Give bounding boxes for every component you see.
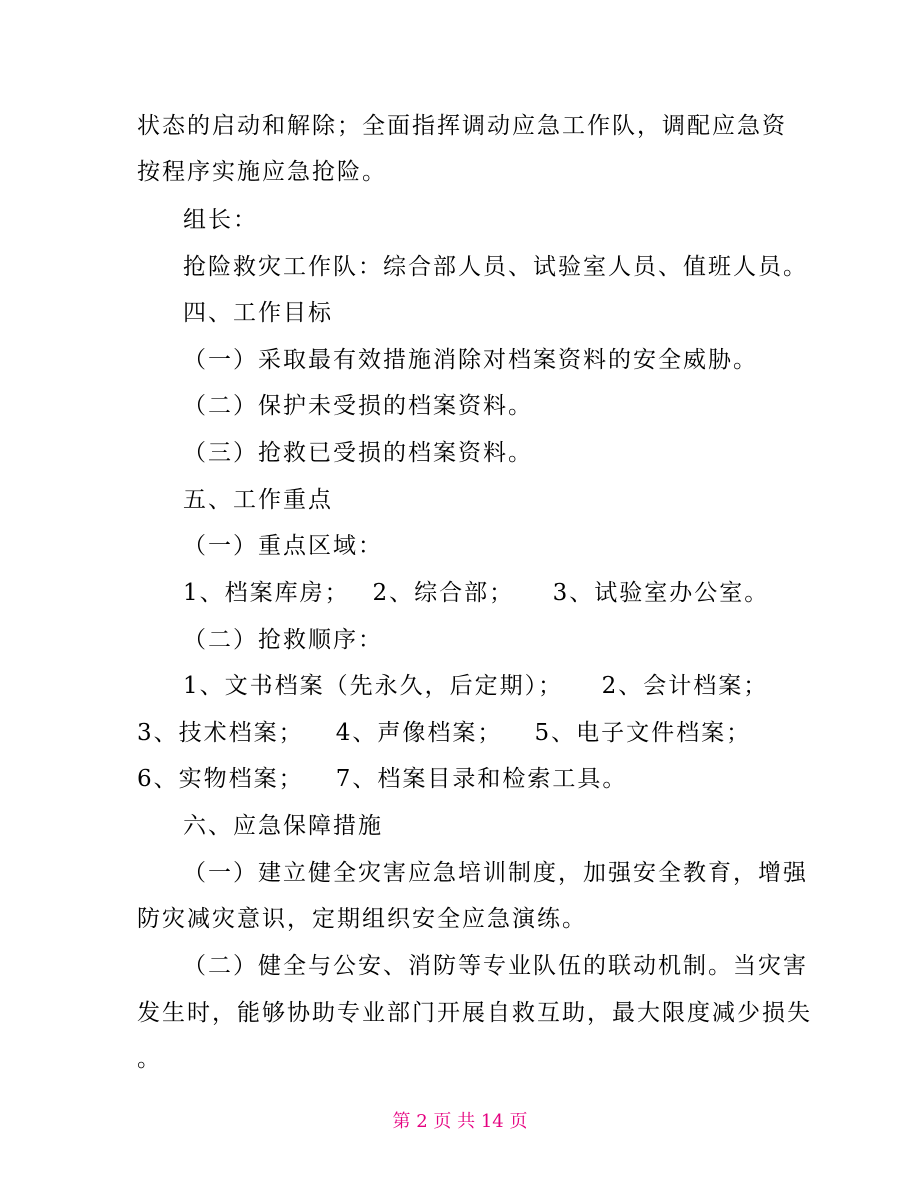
paragraph-line: 按程序实施应急抢险。 — [137, 159, 387, 185]
paragraph-line: 发生时，能够协助专业部门开展自救互助，最大限度减少损失 — [137, 1000, 812, 1026]
paragraph-line: 抢险救灾工作队：综合部人员、试验室人员、值班人员。 — [183, 254, 808, 280]
paragraph-line: （二）健全与公安、消防等专业队伍的联动机制。当灾害 — [183, 953, 808, 979]
paragraph-line: 3、技术档案； 4、声像档案； 5、电子文件档案； — [137, 720, 752, 746]
section-heading: 四、工作目标 — [183, 300, 333, 326]
paragraph-line: 1、文书档案（先永久，后定期）； 2、会计档案； — [183, 673, 769, 699]
paragraph-line: （一）建立健全灾害应急培训制度，加强安全教育，增强 — [183, 860, 808, 886]
paragraph-line: 状态的启动和解除；全面指挥调动应急工作队，调配应急资 — [137, 113, 787, 139]
section-heading: 五、工作重点 — [183, 487, 333, 513]
paragraph-line: 组长： — [183, 207, 258, 233]
section-heading: 六、应急保障措施 — [183, 813, 383, 839]
paragraph-line: （二）保护未受损的档案资料。 — [183, 393, 533, 419]
paragraph-line: （三）抢救已受损的档案资料。 — [183, 440, 533, 466]
paragraph-line: 。 — [137, 1046, 162, 1072]
page-number-footer: 第 2 页 共 14 页 — [392, 1111, 528, 1132]
paragraph-line: 1、档案库房； 2、综合部； 3、试验室办公室。 — [183, 580, 770, 606]
paragraph-line: （一）重点区域： — [183, 533, 383, 559]
paragraph-line: 6、实物档案； 7、档案目录和检索工具。 — [137, 766, 628, 792]
paragraph-line: 防灾减灾意识，定期组织安全应急演练。 — [137, 906, 587, 932]
paragraph-line: （二）抢救顺序： — [183, 627, 383, 653]
paragraph-line: （一）采取最有效措施消除对档案资料的安全威胁。 — [183, 347, 758, 373]
